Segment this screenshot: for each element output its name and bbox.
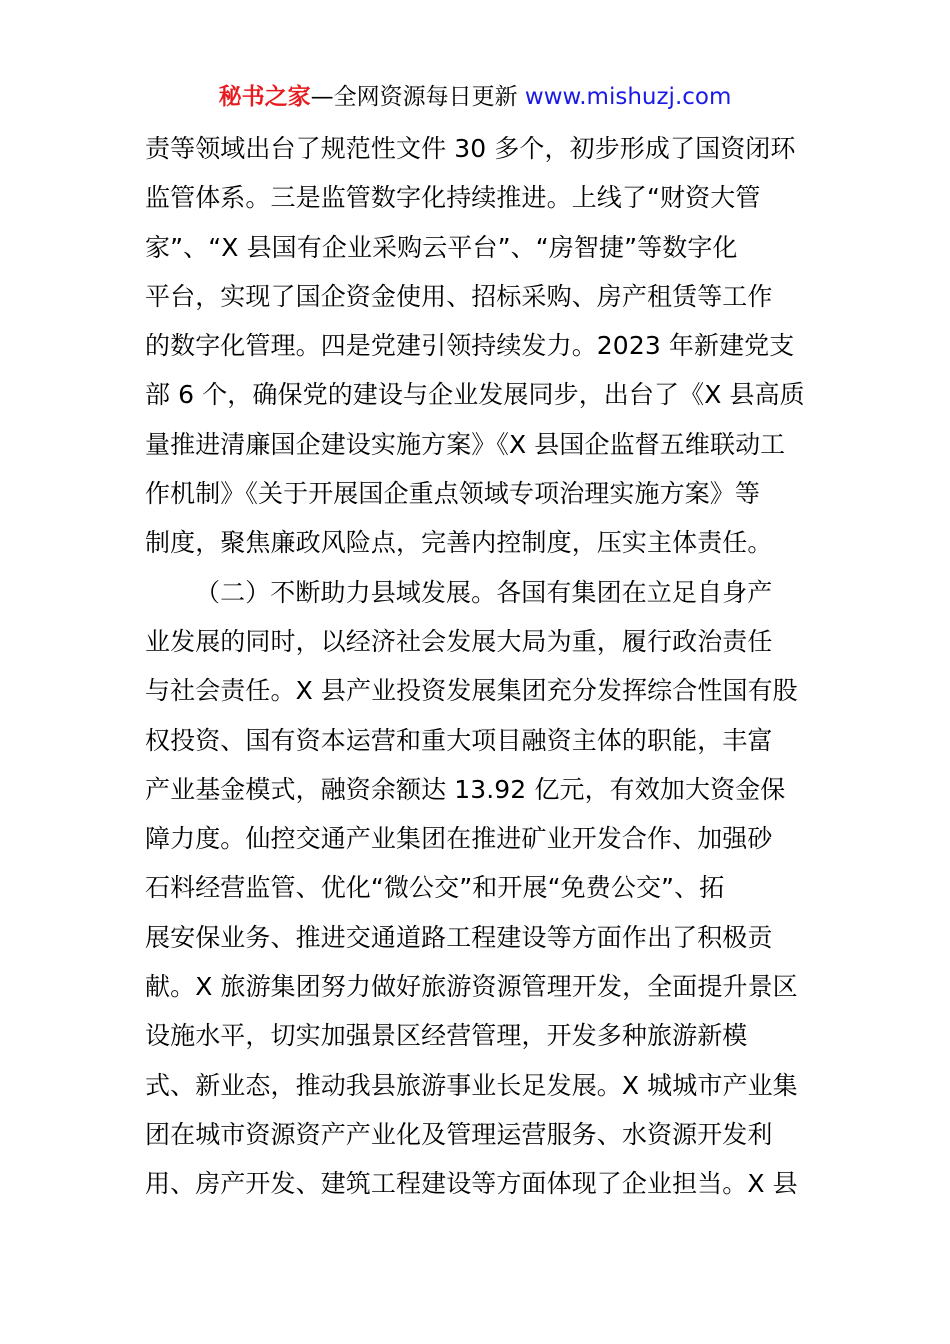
text-line: 业发展的同时，以经济社会发展大局为重，履行政治责任 — [145, 626, 773, 656]
text-line: 式、新业态，推动我县旅游事业长足发展。X 城城市产业集 — [145, 1070, 798, 1100]
text-line: 献。X 旅游集团努力做好旅游资源管理开发，全面提升景区 — [145, 972, 798, 1002]
text-line: 量推进清廉国企建设实施方案》《X 县国企监督五维联动工 — [145, 429, 786, 459]
text-line: 石料经营监管、优化“微公交”和开展“免费公交”、拓 — [145, 873, 725, 903]
site-brand: 秘书之家 — [218, 84, 311, 110]
document-body — [145, 124, 815, 1209]
text-line: 平台，实现了国企资金使用、招标采购、房产租赁等工作 — [145, 281, 773, 311]
text-line: 的数字化管理。四是党建引领持续发力。2023 年新建党支 — [145, 331, 795, 361]
text-line: 展安保业务、推进交通道路工程建设等方面作出了积极贡 — [145, 922, 773, 952]
text-line: 设施水平，切实加强景区经营管理，开发多种旅游新模 — [145, 1021, 748, 1051]
text-line: 与社会责任。X 县产业投资发展集团充分发挥综合性国有股 — [145, 676, 798, 706]
text-line: 产业基金模式，融资余额达 13.92 亿元，有效加大资金保 — [145, 774, 786, 804]
text-line: 作机制》《关于开展国企重点领域专项治理实施方案》等 — [145, 479, 761, 509]
text-line: 部 6 个，确保党的建设与企业发展同步，出台了《X 县高质 — [145, 380, 805, 410]
text-line: 用、房产开发、建筑工程建设等方面体现了企业担当。X 县 — [145, 1169, 798, 1199]
site-tagline: —全网资源每日更新 — [310, 84, 518, 110]
page-header — [0, 82, 950, 112]
text-line: 权投资、国有资本运营和重大项目融资主体的职能，丰富 — [145, 725, 773, 755]
text-line: 障力度。仙控交通产业集团在推进矿业开发合作、加强砂 — [145, 824, 773, 854]
text-line: 责等领域出台了规范性文件 30 多个，初步形成了国资闭环 — [145, 134, 796, 163]
text-line: 监管体系。三是监管数字化持续推进。上线了“财资大管 — [145, 183, 761, 213]
text-line: 团在城市资源资产产业化及管理运营服务、水资源开发利 — [145, 1119, 773, 1149]
text-line: 家”、“X 县国有企业采购云平台”、“房智捷”等数字化 — [145, 232, 738, 262]
section-heading-line: （二）不断助力县域发展。各国有集团在立足自身产 — [195, 577, 773, 607]
site-url-link[interactable]: www.mishuzj.com — [524, 84, 732, 110]
text-line: 制度，聚焦廉政风险点，完善内控制度，压实主体责任。 — [145, 528, 773, 558]
